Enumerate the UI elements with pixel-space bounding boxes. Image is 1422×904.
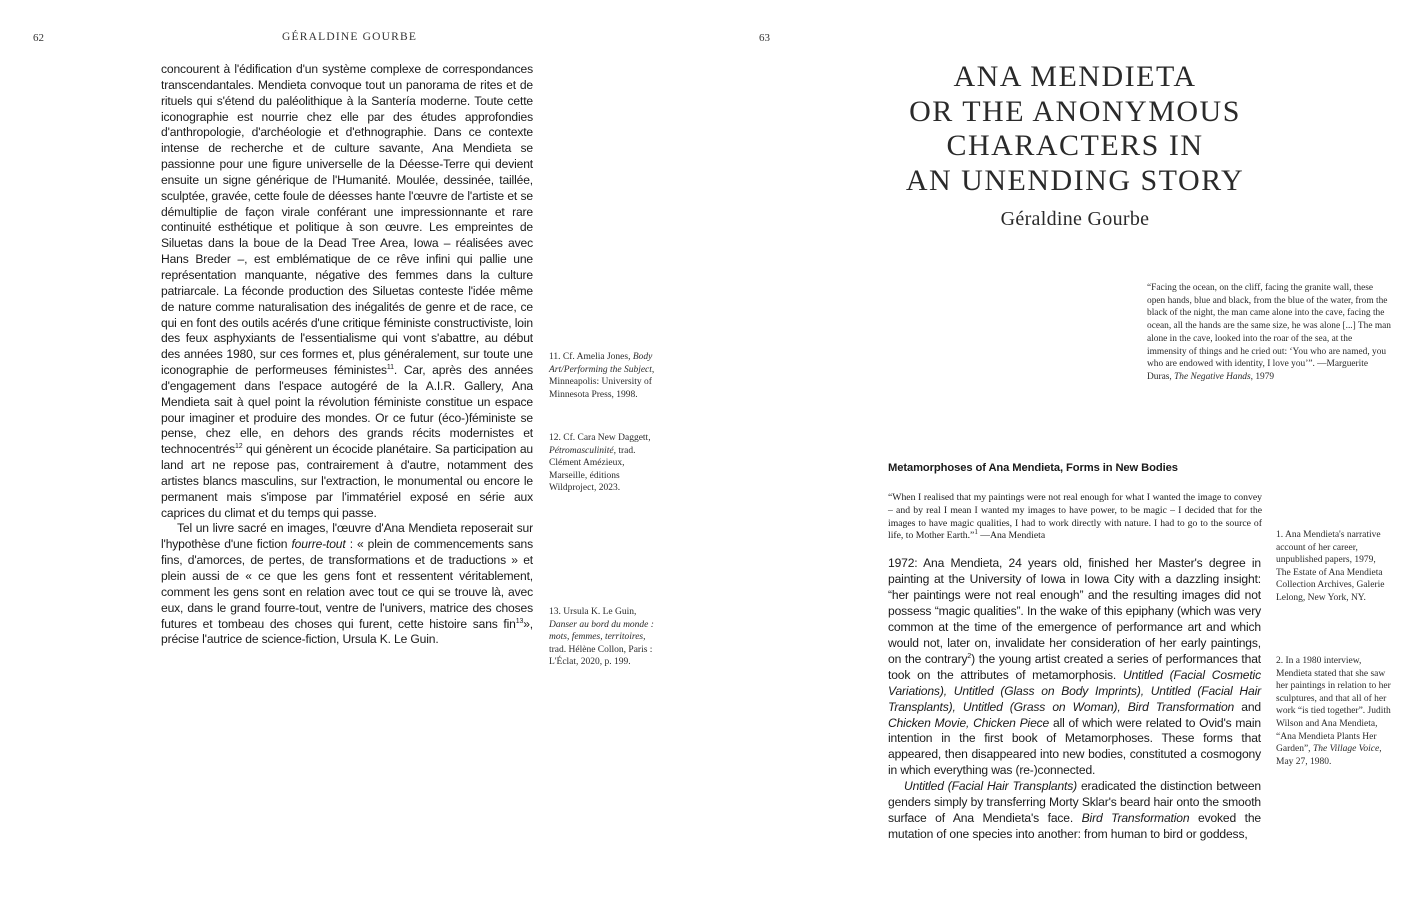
paragraph: concourent à l'édification d'un système complexe de correspondances transcendantales. Mendieta convoque tout un panorama de rites et de rituels qui s'étend du paléolithique à la Santería moderne. Toute cette iconographie est nourrie chez elle par des études approfondies d'anthropologie, d'archéologie et d'ethnographie. Dans ce contexte intense de recherche et de culture savante, Ana Mendieta se passionne pour une figure universelle de la Déesse-Terre qui devient ensuite un signe générique de l'Humanité. Moulée, dessinée, taillée, sculptée, gravée, cette foule de déesses hante l'œuvre de l'artiste et se démultiplie de façon virale conférant une impressionnante et rare continuité esthétique et politique à son œuvre. Les empreintes de Siluetas dans la boue de la Dead Tree Area, Iowa – réalisées avec Hans Breder –, est emblématique de ce rêve infini qui pallie une représentation manquante, négative des femmes dans la culture patriarcale. La féconde production des Siluetas conteste l'idée même de nature comme naturalisation des inégalités de genre et de race, ce qui en font des outils acérés d'une critique féministe constructiviste, loin des feux asphyxiants de l'essentialisme qui vont s'abattre, au début des années 1980, sur ces formes et, plus généralement, sur toute une iconographie de performeuses féministes$^{11}$. Car, après des années d'engagement dans l'espace autogéré de la A.I.R. Gallery, Ana Mendieta sait à quel point la révolution féministe constitue un espace pour imaginer et produire des mondes. Or ce futur (éco-)féministe se pense, chez elle, en dehors des grands récits modernistes et technocentrés$^{12}$ qui génèrent un écocide planétaire. Sa participation au land art ne repose pas, contrairement à d'autre, notamment des artistes blancs masculins, sur l'extraction, le monumental ou encore le permanent mais s'impose par l'immatériel exposé en série aux caprices du climat et du temps qui passe.	[161, 62, 533, 520]
epigraph: “Facing the ocean, on the cliff, facing the granite wall, these open hands, blue and black, from the blue of the water, from the black of the night, the man came alone into the cave, facing the ocean, all the hands are the same size, he was alone [...] The man alone in the cave, looked into the roar of the sea, at the immensity of things and he cried out: ‘You who are named, you who are endowed with identity, I love you’”. —Marguerite Duras, The Negative Hands, 1979	[1147, 283, 1391, 382]
footnote: 12. Cf. Cara New Daggett, Pétromasculinité, trad. Clément Amézieux, Marseille, éditions Wildproject, 2023.	[549, 433, 651, 494]
footnote: 1. Ana Mendieta's narrative account of her career, unpublished papers, 1979, The Estate of Ana Mendieta Collection Archives, Galerie Lelong, New York, NY.	[1276, 530, 1385, 603]
body-text-right	[888, 556, 1261, 843]
title-line: AN UNENDING STORY	[905, 163, 1245, 197]
block-quote: “When I realised that my paintings were not real enough for what I wanted the image to convey – and by real I mean I wanted my images to have power, to be magic – I decided that for the images to have magic qualities, I had to work directly with nature. I had to go to the source of life, to Mother Earth.”$^1$ —Ana Mendieta	[888, 492, 1262, 542]
footnote-ref: 2	[967, 652, 972, 660]
title-line: CHARACTERS IN	[946, 129, 1204, 162]
running-head: GÉRALDINE GOURBE	[282, 31, 418, 43]
article-author: Géraldine Gourbe	[1000, 208, 1150, 230]
footnote: 2. In a 1980 interview, Mendieta stated that she saw her paintings in relation to her sculptures, and that all of her work “is tied together”. Judith Wilson and Ana Mendieta, “Ana Mendieta Plants Her Garden”, The Village Voice, May 27, 1980.	[1276, 656, 1391, 767]
title-line: OR THE ANONYMOUS	[909, 94, 1241, 128]
paragraph: Tel un livre sacré en images, l'œuvre d'Ana Mendieta reposerait sur l'hypothèse d'une fiction fourre-tout : « plein de commencements sans fins, d'amorces, de pertes, de transformations et de traductions » et plein aussi de « ce que les gens font et ressentent véritablement, comment les gens sont en relation avec tout ce qui se trouve là, avec eux, dans le grand fourre-tout, ventre de l'univers, matrice des choses futures et tombeau des choses qui furent, cette histoire sans fin$^{13}$», précise l'autrice de science-fiction, Ursula K. Le Guin.	[161, 521, 533, 647]
body-text-left	[161, 62, 533, 648]
paragraph: 1972: Ana Mendieta, 24 years old, finished her Master's degree in painting at the University of Iowa in Iowa City with a dazzling insight: “her paintings were not real enough” and the resulting images did not possess “magic qualities”. In the wake of this epiphany (which was very common at the time of the emergence of performance art and which would not, later on, invalidate her consideration of her early paintings, on the contrary$^2$) the young artist created a series of performances that took on the attributes of metamorphosis. Untitled (Facial Cosmetic Variations), Untitled (Glass on Body Imprints), Untitled (Facial Hair Transplants), Untitled (Grass on Woman), Bird Transformation and Chicken Movie, Chicken Piece all of which were related to Ovid's main intention in the first book of Metamorphoses. These forms that appeared, then disappeared into new bodies, constituted a cosmogony in which everything was (re-)connected.	[888, 556, 1262, 778]
footnote-ref: 1	[974, 528, 978, 537]
footnote-ref: 11	[386, 364, 394, 371]
footnote-ref: 13	[515, 617, 524, 625]
footnote: 11. Cf. Amelia Jones, Body Art/Performing the Subject, Minneapolis: University of Minnesota Press, 1998.	[549, 352, 655, 400]
paragraph: Untitled (Facial Hair Transplants) eradicated the distinction between genders simply by transferring Morty Sklar's beard hair onto the smooth surface of Ana Mendieta's face. Bird Transformation evoked the mutation of one species into another: from human to bird or goddess,	[888, 779, 1262, 842]
page-number-left: 62	[33, 32, 44, 44]
title-line: ANA MENDIETA	[953, 60, 1197, 93]
page-number-right: 63	[759, 32, 770, 44]
footnote-ref: 12	[235, 443, 243, 451]
article-title	[880, 60, 1270, 198]
section-heading: Metamorphoses of Ana Mendieta, Forms in New Bodies	[888, 462, 1178, 474]
footnote: 13. Ursula K. Le Guin, Danser au bord du monde : mots, femmes, territoires, trad. Hélène Collon, Paris : L'Éclat, 2020, p. 199.	[549, 607, 654, 668]
